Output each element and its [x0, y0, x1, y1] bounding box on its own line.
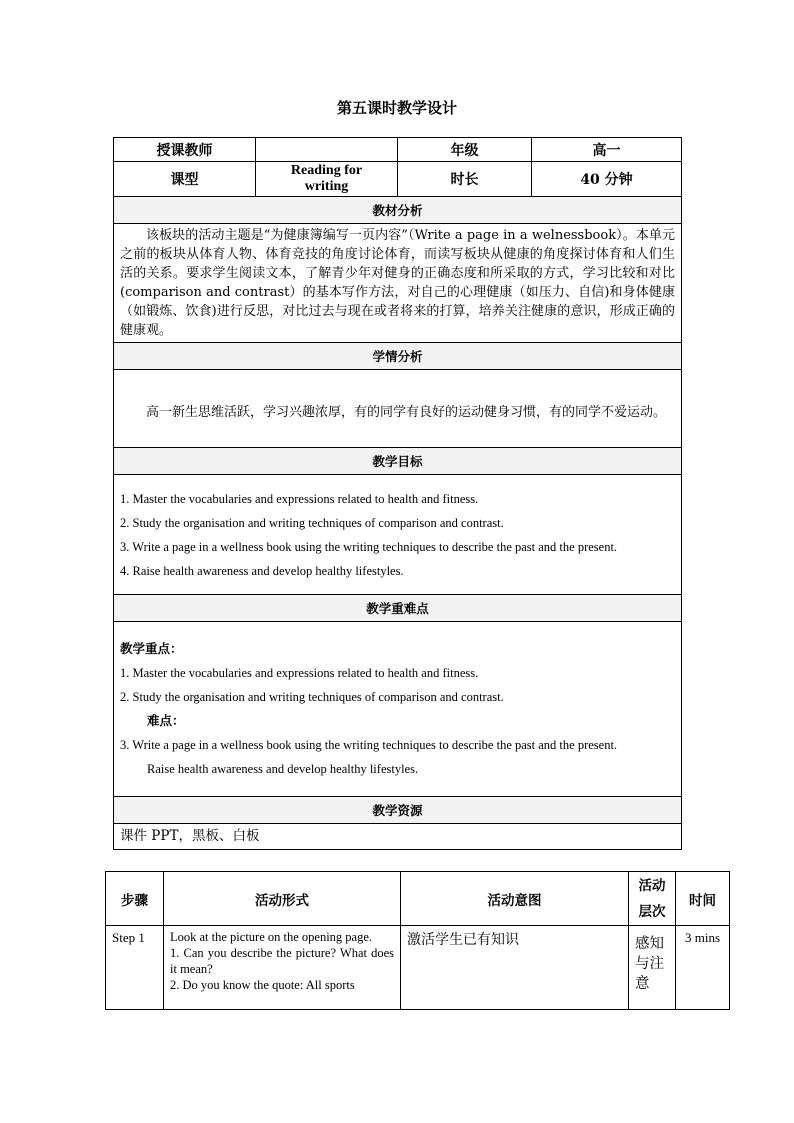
form-line: 1. Can you describe the picture? What does it mean?	[170, 946, 394, 976]
key-points-label: 教学重点：	[120, 641, 183, 656]
time-header: 时间	[676, 872, 730, 926]
type-value: Reading for writing	[256, 162, 398, 197]
table-row	[106, 926, 730, 1010]
key-points-cell	[114, 622, 682, 797]
step-cell: Step 1	[106, 926, 164, 1010]
key-point-item: 1. Master the vocabularies and expressions related to health and fitness.	[120, 666, 479, 680]
difficult-point-item: 3. Write a page in a wellness book using the writing techniques to describe the past and the present.	[120, 738, 618, 752]
lesson-info-table	[113, 137, 682, 850]
material-analysis-cell	[114, 224, 682, 343]
objective-item: 2. Study the organisation and writing techniques of comparison and contrast.	[120, 515, 504, 530]
level-header: 活动层次	[629, 872, 676, 926]
objective-item: 3. Write a page in a wellness book using the writing techniques to describe the past and the present.	[120, 539, 618, 554]
student-analysis-text: 高一新生思维活跃，学习兴趣浓厚，有的同学有良好的运动健身习惯，有的同学不爱运动。	[146, 404, 667, 420]
duration-value: 40 分钟	[532, 162, 682, 197]
form-line: Look at the picture on the opening page.	[170, 930, 373, 944]
teacher-value	[256, 138, 398, 162]
duration-label: 时长	[398, 162, 532, 197]
form-line: 2. Do you know the quote: All sports	[170, 978, 355, 992]
page-title: 第五课时教学设计	[336, 99, 457, 117]
objectives-heading: 教学目标	[114, 448, 682, 475]
teacher-label: 授课教师	[114, 138, 256, 162]
objective-item: 4. Raise health awareness and develop healthy lifestyles.	[120, 563, 404, 578]
purpose-cell: 激活学生已有知识	[401, 926, 629, 1010]
resources-text: 课件 PPT，黑板、白板	[114, 824, 682, 850]
purpose-header: 活动意图	[401, 872, 629, 926]
type-label: 课型	[114, 162, 256, 197]
form-header: 活动形式	[164, 872, 401, 926]
material-analysis-heading: 教材分析	[114, 197, 682, 224]
grade-value: 高一	[532, 138, 682, 162]
difficult-points-label: 难点：	[147, 713, 185, 728]
difficult-point-item: Raise health awareness and develop healthy lifestyles.	[147, 762, 419, 776]
objectives-cell	[114, 475, 682, 595]
procedure-table	[105, 871, 730, 1010]
time-cell: 3 mins	[676, 926, 730, 1010]
form-cell	[164, 926, 401, 1010]
student-analysis-cell	[114, 370, 682, 448]
grade-label: 年级	[398, 138, 532, 162]
key-point-item: 2. Study the organisation and writing techniques of comparison and contrast.	[120, 690, 504, 704]
level-cell: 感知与注意	[629, 926, 676, 1010]
resources-heading: 教学资源	[114, 797, 682, 824]
material-analysis-text: 该板块的活动主题是“为健康簿编写一页内容”（Write a page in a welnessbook）。本单元之前的板块从体育人物、体育竞技的角度讨论体育，而读写板块从健康的角度探讨体育和人们生活的关系。要求学生阅读文本，了解青少年对健身的正确态度和所采取的方式，学习比较和对比(comparison and contrast）的基本写作方法，对自己的心理健康（如压力、自信)和身体健康（如锻炼、饮食)进行反思，对比过去与现在或者将来的打算，培养关注健康的意识，形成正确的健康观。	[120, 228, 675, 338]
step-header: 步骤	[106, 872, 164, 926]
objective-item: 1. Master the vocabularies and expressions related to health and fitness.	[120, 491, 479, 506]
student-analysis-heading: 学情分析	[114, 343, 682, 370]
key-points-heading: 教学重难点	[114, 595, 682, 622]
